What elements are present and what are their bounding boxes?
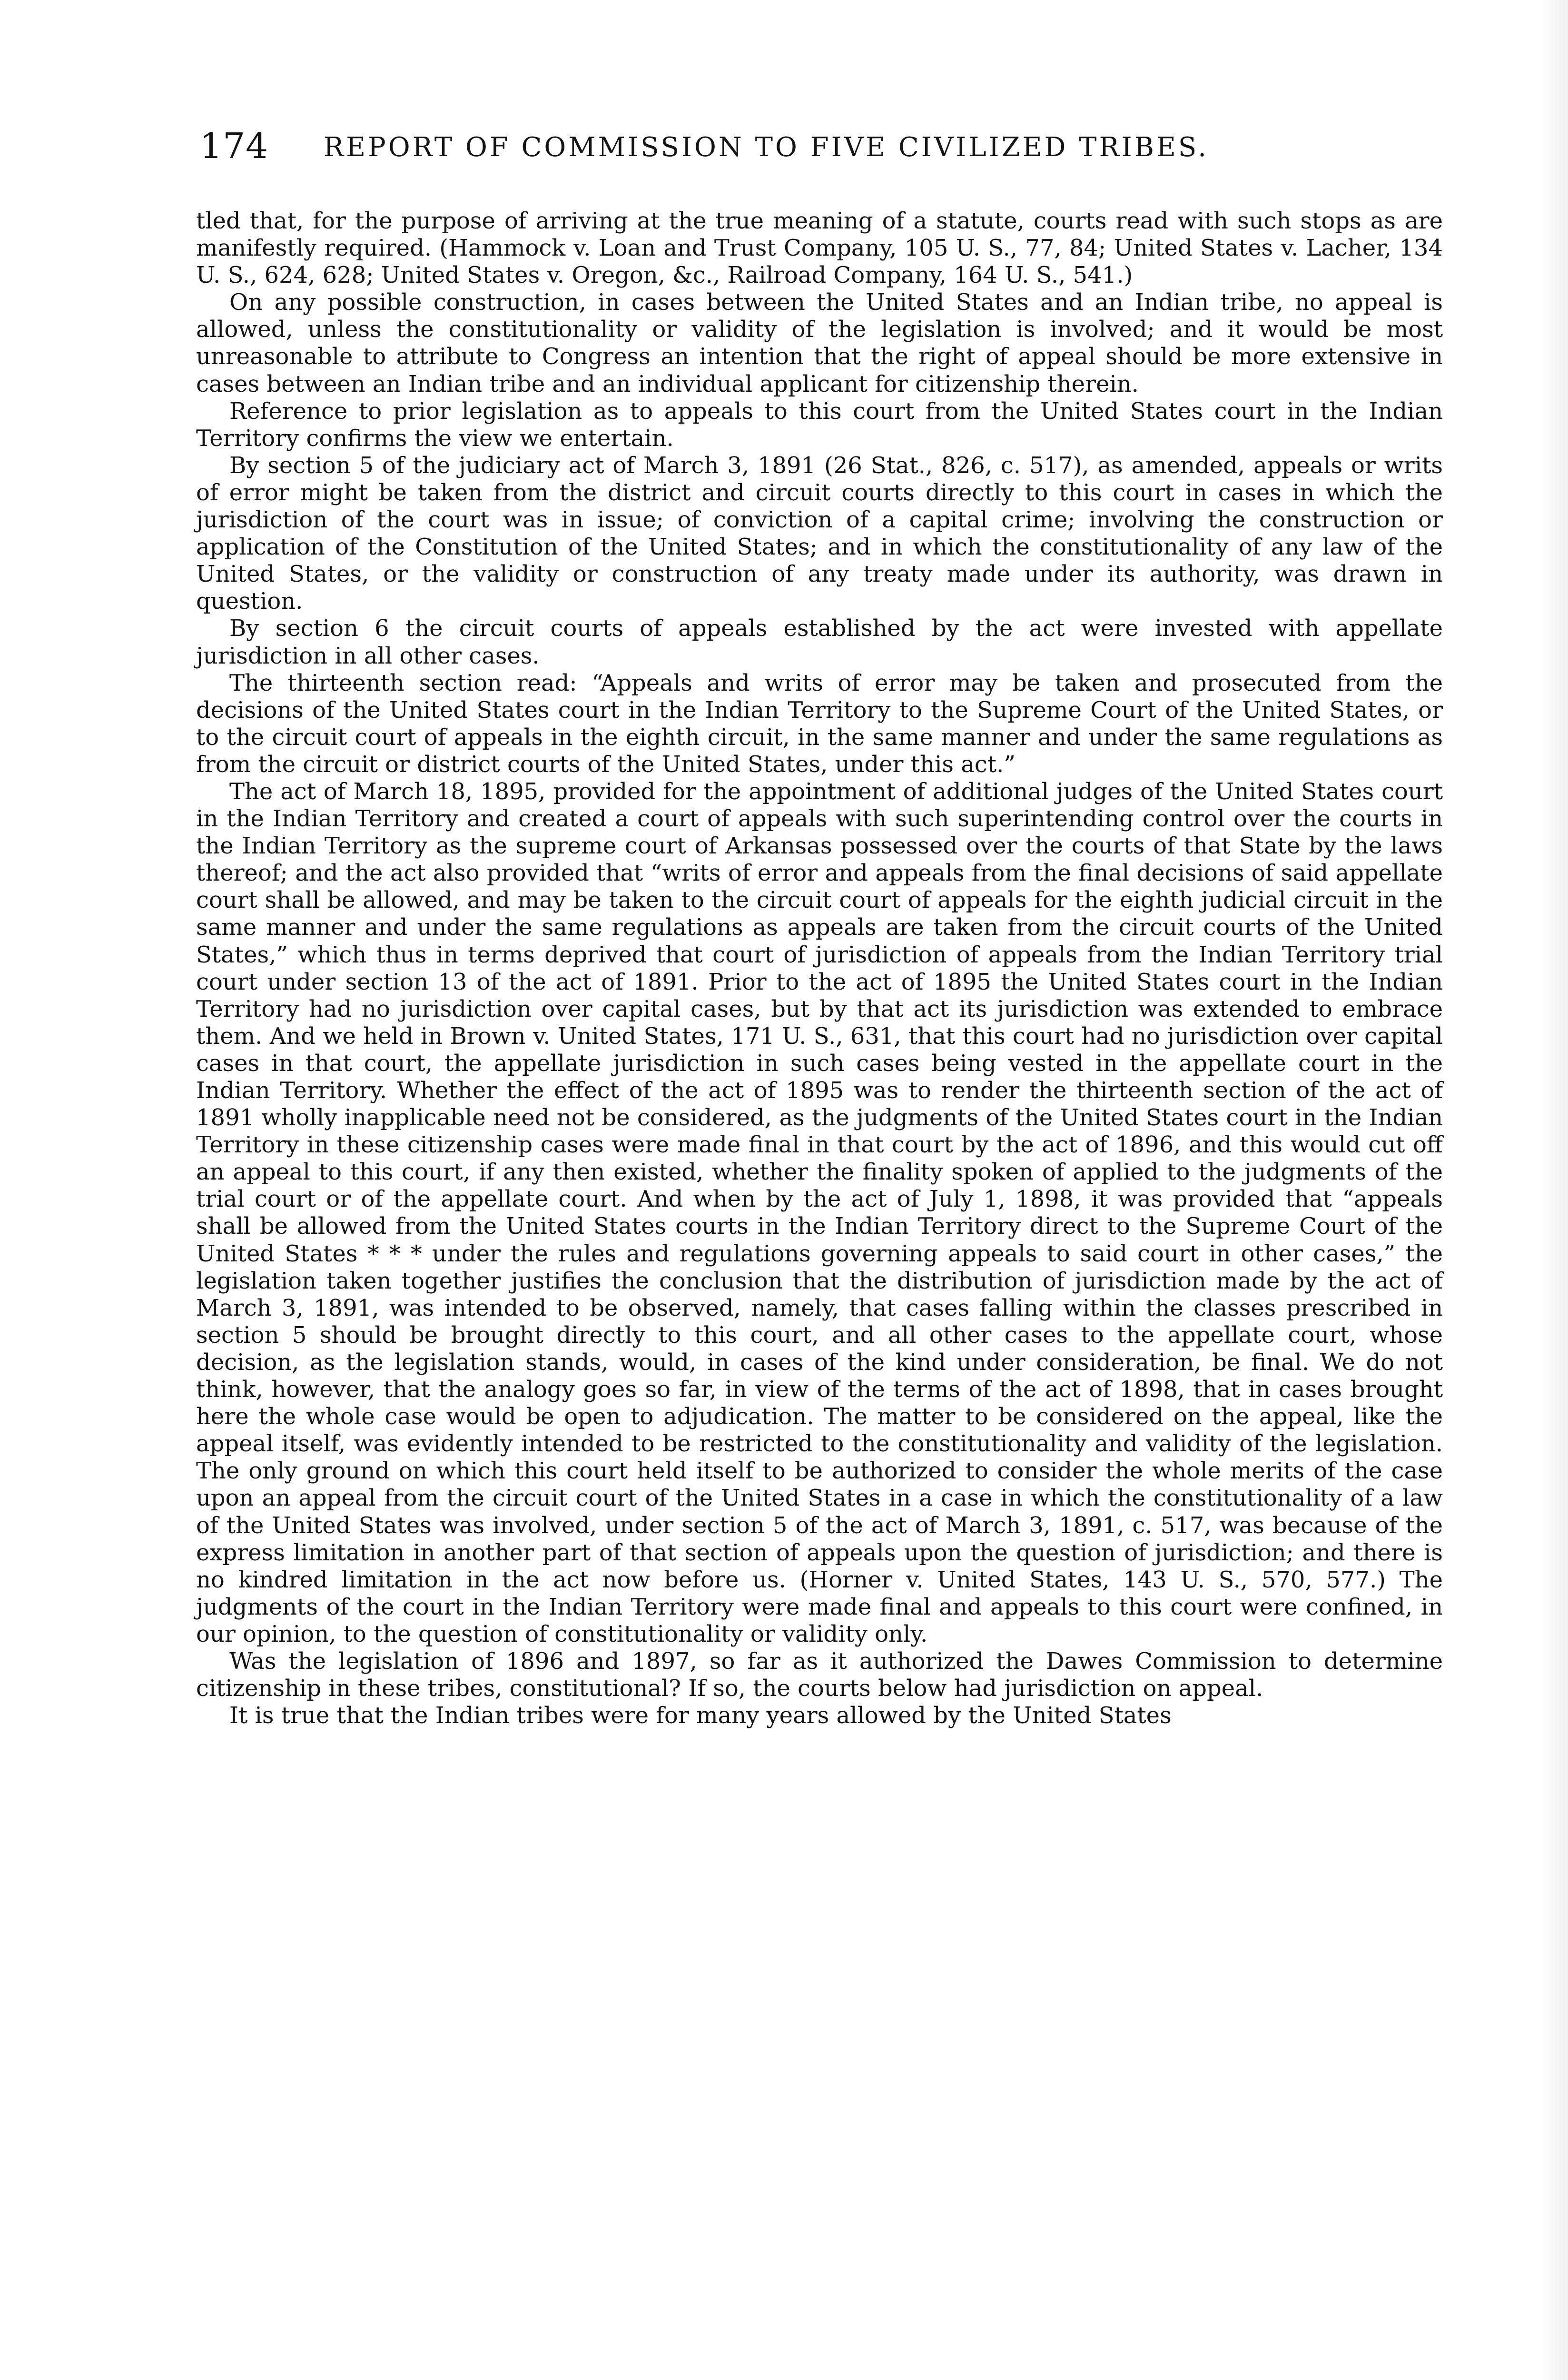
page-edge-shadow: [1539, 0, 1568, 2380]
paragraph: The thirteenth section read: “Appeals and writs of error may be taken and prosecuted from the decisions of the United States court in the Indian Territory to the Supreme Court of the United States, or to the circuit court of appeals in the eighth circuit, in the same manner and under the same regulations as from the circuit or district courts of the United States, under this act.”: [196, 669, 1443, 778]
paragraph: tled that, for the purpose of arriving at the true meaning of a statute, courts read with such stops as are manifestly required. (Hammock v. Loan and Trust Company, 105 U. S., 77, 84; United States v. Lacher, 134 U. S., 624, 628; United States v. Oregon, &c., Railroad Company, 164 U. S., 541.): [196, 208, 1443, 289]
paragraph: Reference to prior legislation as to appeals to this court from the United States court in the Indian Territory confirms the view we entertain.: [196, 397, 1443, 452]
paragraph: The act of March 18, 1895, provided for the appointment of additional judges of the United States court in the Indian Territory and created a court of appeals with such superintending control over the courts in the Indian Territory as the supreme court of Arkansas possessed over the courts of that State by the laws thereof; and the act also provided that “writs of error and appeals from the final decisions of said appellate court shall be allowed, and may be taken to the circuit court of appeals for the eighth judicial circuit in the same manner and under the same regulations as appeals are taken from the circuit courts of the United States,” which thus in terms deprived that court of jurisdiction of appeals from the Indian Territory trial court under section 13 of the act of 1891. Prior to the act of 1895 the United States court in the Indian Territory had no jurisdiction over capital cases, but by that act its jurisdiction was extended to embrace them. And we held in Brown v. United States, 171 U. S., 631, that this court had no jurisdiction over capital cases in that court, the appellate jurisdiction in such cases being vested in the appellate court in the Indian Territory. Whether the effect of the act of 1895 was to render the thirteenth section of the act of 1891 wholly inapplicable need not be considered, as the judgments of the United States court in the Indian Territory in these citizenship cases were made final in that court by the act of 1896, and this would cut off an appeal to this court, if any then existed, whether the finality spoken of applied to the judgments of the trial court or of the appellate court. And when by the act of July 1, 1898, it was provided that “appeals shall be allowed from the United States courts in the Indian Territory direct to the Supreme Court of the United States * * * under the rules and regulations governing appeals to said court in other cases,” the legislation taken together justifies the conclusion that the distribution of jurisdiction made by the act of March 3, 1891, was intended to be observed, namely, that cases falling within the classes prescribed in section 5 should be brought directly to this court, and all other cases to the appellate court, whose decision, as the legislation stands, would, in cases of the kind under consideration, be final. We do not think, however, that the analogy goes so far, in view of the terms of the act of 1898, that in cases brought here the whole case would be open to adjudication. The matter to be considered on the appeal, like the appeal itself, was evidently intended to be restricted to the constitutionality and validity of the legislation. The only ground on which this court held itself to be authorized to consider the whole merits of the case upon an appeal from the circuit court of the United States in a case in which the constitutionality of a law of the United States was involved, under section 5 of the act of March 3, 1891, c. 517, was because of the express limitation in another part of that section of appeals upon the question of jurisdiction; and there is no kindred limitation in the act now before us. (Horner v. United States, 143 U. S., 570, 577.) The judgments of the court in the Indian Territory were made final and appeals to this court were confined, in our opinion, to the question of constitutionality or validity only.: [196, 778, 1443, 1647]
paragraph: It is true that the Indian tribes were for many years allowed by the United States: [229, 1702, 1172, 1729]
paragraph: By section 6 the circuit courts of appeals established by the act were invested with appellate jurisdiction in all other cases.: [196, 615, 1443, 669]
running-head: REPORT OF COMMISSION TO FIVE CIVILIZED TRIBES.: [324, 132, 1209, 163]
paragraph: Was the legislation of 1896 and 1897, so far as it authorized the Dawes Commission to determine citizenship in these tribes, constitutional? If so, the courts below had jurisdiction on appeal.: [196, 1647, 1443, 1702]
page-number: 174: [200, 126, 269, 167]
paragraph: On any possible construction, in cases between the United States and an Indian tribe, no appeal is allowed, unless the constitutionality or validity of the legislation is involved; and it would be most unreasonable to attribute to Congress an intention that the right of appeal should be more extensive in cases between an Indian tribe and an individual applicant for citizenship therein.: [196, 289, 1443, 397]
paragraph: By section 5 of the judiciary act of March 3, 1891 (26 Stat., 826, c. 517), as amended, appeals or writs of error might be taken from the district and circuit courts directly to this court in cases in which the jurisdiction of the court was in issue; of conviction of a capital crime; involving the construction or application of the Constitution of the United States; and in which the constitutionality of any law of the United States, or the validity or construction of any treaty made under its authority, was drawn in question.: [196, 452, 1443, 615]
page-header: [200, 125, 1332, 168]
body-text: [196, 208, 1443, 1729]
